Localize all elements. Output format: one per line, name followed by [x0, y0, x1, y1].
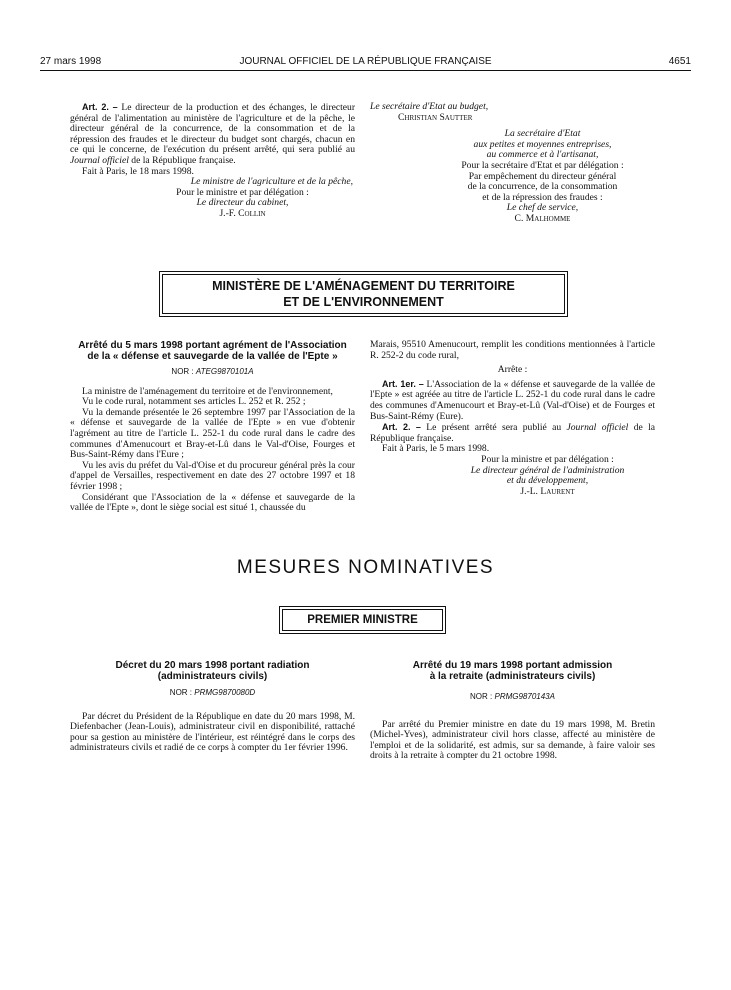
epte-paragraph-1: La ministre de l'aménagement du territoire et de l'environnement, — [82, 385, 333, 397]
epte-fait-line: Fait à Paris, le 5 mars 1998. — [382, 443, 490, 455]
epte-signatory-name: J.-L. Laurent — [520, 485, 575, 497]
signatory-name: J.-F. Collin — [219, 207, 266, 219]
arrete-heading: Arrête : — [497, 364, 528, 376]
epte-paragraph-5: Considérant que l'Association de la « défense et sauvegarde de la vallée de l'Epte », dont le siège social est situé 1, chaussée du — [70, 491, 355, 514]
empechement-3: et de la répression des fraudes : — [482, 191, 603, 203]
arrete-epte-title-2: de la « défense et sauvegarde de la vallée de l'Epte » — [87, 351, 338, 362]
ministry-title-box — [162, 274, 565, 314]
empechement-1: Par empêchement du directeur général — [468, 170, 617, 182]
header-rule — [40, 70, 691, 71]
arrete-epte-left-column — [70, 340, 355, 514]
ministry-title-line-2: ET DE L'ENVIRONNEMENT — [283, 295, 444, 309]
header-page-number: 4651 — [668, 56, 691, 67]
header-date: 27 mars 1998 — [40, 56, 102, 67]
minister-title: Le ministre de l'agriculture et de la pêche, — [190, 176, 353, 188]
epte-article-1: Art. 1er. – L'Association de la « défense et sauvegarde de la vallée de l'Epte » est agréée au titre de l'article L. 252-1 du code rural dans le cadre des communes d'Amenucourt et Bray-et-Lû (Val-d'Oise) et de Fourges et Bus-Saint-Rémy (Eure). — [370, 378, 655, 422]
nor-code: PRMG9870080D — [194, 688, 256, 697]
cabinet-title: Le directeur du cabinet, — [196, 197, 289, 209]
mesures-nominatives-heading: MESURES NOMINATIVES — [236, 557, 495, 578]
arrete-bretin-title-2: à la retraite (administrateurs civils) — [429, 671, 596, 682]
header-journal-title: JOURNAL OFFICIEL DE LA RÉPUBLIQUE FRANÇAISE — [239, 56, 492, 67]
premier-ministre-box: PREMIER MINISTRE — [282, 609, 443, 631]
nor-code: ATEG9870101A — [195, 367, 254, 376]
epte-right-paragraph-1: Marais, 95510 Amenucourt, remplit les conditions mentionnées à l'article R. 252-2 du code rural, — [370, 339, 655, 361]
decret-text: Par décret du Président de la République en date du 20 mars 1998, M. Diefenbacher (Jean-Louis), administrateur civil en disponibilité, rattaché pour sa gestion au ministère de l'intérieur, est réintégré dans le corps des administrateurs civils et radié de ce corps à compter du 1er février 1996. — [70, 710, 355, 754]
arrete-bretin-title-1: Arrêté du 19 mars 1998 portant admission — [412, 660, 613, 671]
ministry-title-line-1: MINISTÈRE DE L'AMÉNAGEMENT DU TERRITOIRE — [212, 279, 515, 293]
budget-signatory: Christian Sautter — [398, 111, 473, 123]
arrete-epte-right-column — [370, 340, 655, 497]
arrete-epte-nor: NOR : ATEG9870101A — [171, 367, 254, 376]
empechement-2: de la concurrence, de la consommation — [467, 181, 618, 193]
top-right-column — [370, 102, 655, 225]
arrete-bretin-column — [370, 660, 655, 762]
budget-title: Le secrétaire d'Etat au budget, — [370, 101, 489, 112]
chef-service-name: C. Malhomme — [514, 212, 571, 224]
epte-paragraph-4: Vu les avis du préfet du Val-d'Oise et du procureur général près la cour d'appel de Versailles, respectivement en date des 27 octobre 1997 et 18 février 1998 ; — [70, 459, 355, 492]
epte-article-2: Art. 2. – Le présent arrêté sera publié au Journal officiel de la République française. — [370, 422, 656, 444]
decret-title-2: (administrateurs civils) — [157, 671, 268, 682]
epte-paragraph-2: Vu le code rural, notamment ses articles L. 252 et R. 252 ; — [82, 396, 306, 408]
top-left-column — [70, 102, 355, 220]
epte-delegation: Pour la ministre et par délégation : — [481, 453, 614, 465]
arrete-epte-title-1: Arrêté du 5 mars 1998 portant agrément de l'Association — [78, 340, 347, 351]
decret-title-1: Décret du 20 mars 1998 portant radiation — [115, 660, 310, 671]
pme-delegation: Pour la secrétaire d'Etat et par délégation : — [461, 159, 624, 171]
chef-service-title: Le chef de service, — [506, 202, 579, 214]
nor-code: PRMG9870143A — [494, 692, 555, 701]
arrete-bretin-text: Par arrêté du Premier ministre en date du 19 mars 1998, M. Bretin (Michel-Yves), administrateur civil hors classe, affecté au ministère de l'emploi et de la solidarité, est admis, sur sa demande, à faire valoir ses droits à la retraite à compter du 21 octobre 1998. — [370, 718, 655, 762]
article-2-paragraph: Art. 2. – Le directeur de la production et des échanges, le directeur général de l'alimentation au ministère de l'agriculture et de la pêche, le directeur général de la concurrence, de la consommation et de la répression des fraudes et le directeur du budget sont chargés, chacun en ce qui le concerne, de l'exécution du présent arrêté, qui sera publié au Journal officiel de la République française. — [70, 102, 356, 166]
pme-title-3: au commerce et à l'artisanat, — [486, 149, 599, 161]
pme-title-2: aux petites et moyennes entreprises, — [473, 138, 612, 150]
decret-nor: NOR : PRMG9870080D — [169, 688, 256, 697]
delegation-line: Pour le ministre et par délégation : — [176, 186, 309, 198]
fait-line: Fait à Paris, le 18 mars 1998. — [82, 165, 194, 177]
decret-column — [70, 660, 355, 754]
arrete-bretin-nor: NOR : PRMG9870143A — [470, 692, 555, 701]
pme-title-1: La secrétaire d'Etat — [504, 128, 581, 140]
epte-director-title-1: Le directeur général de l'administration — [470, 464, 625, 476]
epte-director-title-2: et du développement, — [506, 475, 589, 487]
epte-paragraph-3: Vu la demande présentée le 26 septembre 1997 par l'Association de la « défense et sauvegarde de la vallée de l'Epte » en vue d'obtenir l'agrément au titre de l'article L. 252-1 du code rural dans le cadre des communes d'Amenucourt et Bray-et-Lû dans le Val-d'Oise, Fourges et Bus-Saint-Rémy dans l'Eure ; — [70, 406, 355, 461]
